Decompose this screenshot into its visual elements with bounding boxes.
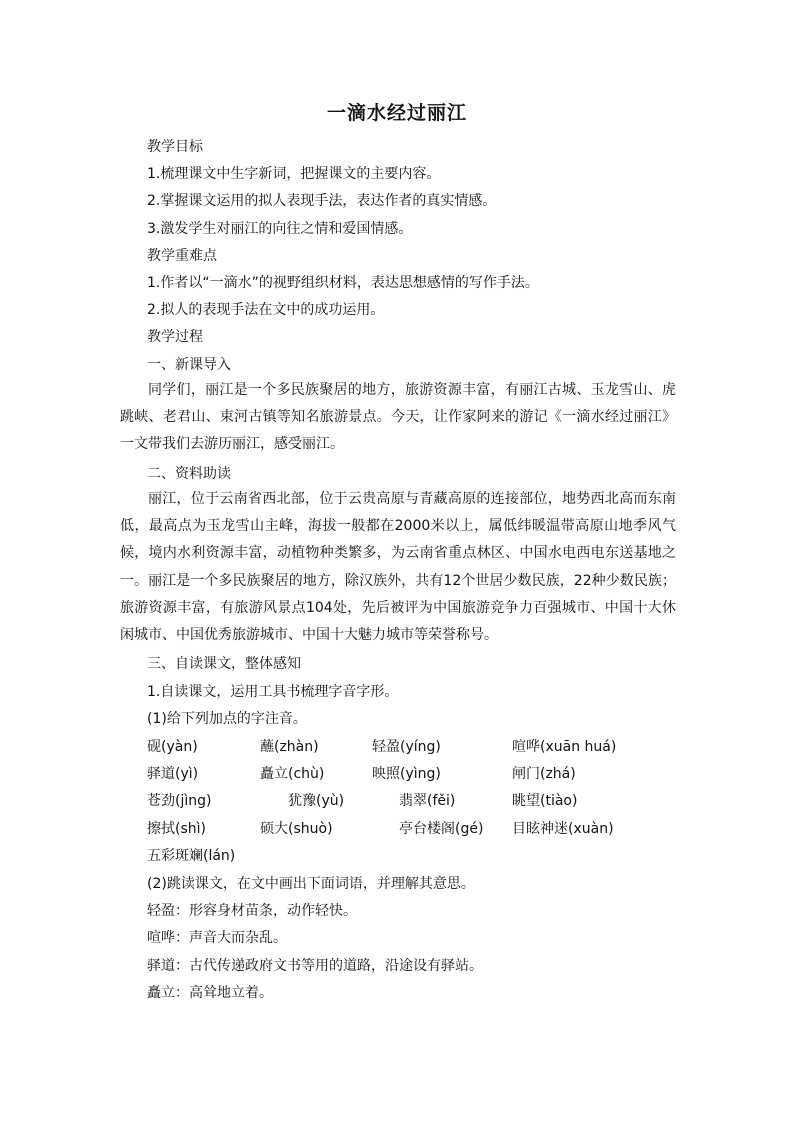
definition-item: 喧哗：声音大而杂乱。 (147, 930, 287, 946)
definition-item: 矗立：高耸地立着。 (147, 985, 273, 1001)
section-heading-process: 教学过程 (147, 329, 203, 345)
section2-heading: 二、资料助读 (147, 466, 231, 482)
pinyin-item: 映照(yìng) (372, 766, 441, 782)
pinyin-item: 闸门(zhá) (512, 766, 576, 782)
definition-item: 驿道：古代传递政府文书等用的道路，沿途设有驿站。 (147, 958, 483, 974)
pinyin-item: 眺望(tiào) (512, 793, 578, 809)
pinyin-item: 擦拭(shì) (147, 821, 206, 837)
section1-paragraph: 同学们，丽江是一个多民族聚居的地方，旅游资源丰富，有丽江古城、玉龙雪山、虎跳峡、老君山、束河古镇等知名旅游景点。今天，让作家阿来的游记《一滴水经过丽江》一文带我们去游历丽江，感受丽江。 (120, 382, 676, 453)
pinyin-item: 目眩神迷(xuàn) (512, 821, 614, 837)
section3-step1: 1.自读课文，运用工具书梳理字音字形。 (147, 684, 399, 700)
section2-paragraph: 丽江，位于云南省西北部，位于云贵高原与青藏高原的连接部位，地势西北高而东南低，最高点为玉龙雪山主峰，海拔一般都在2000米以上，属低纬暖温带高原山地季风气候，境内水利资源丰富，动植物种类繁多，为云南省重点林区、中国水电西电东送基地之一。丽江是一个多民族聚居的地方，除汉族外，共有12个世居少数民族，22种少数民族；旅游资源丰富，有旅游风景点104处，先后被评为中国旅游竞争力百强城市、中国十大休闲城市、中国优秀旅游城市、中国十大魅力城市等荣誉称号。 (120, 491, 676, 644)
objective-item: 1.梳理课文中生字新词，把握课文的主要内容。 (147, 166, 441, 182)
section-heading-objectives: 教学目标 (147, 139, 203, 155)
definition-item: 轻盈：形容身材苗条，动作轻快。 (147, 903, 357, 919)
pinyin-item: 蘸(zhàn) (260, 739, 319, 755)
section-heading-keypoints: 教学重难点 (147, 248, 217, 264)
section3-sub1: (1)给下列加点的字注音。 (147, 711, 307, 727)
pinyin-item: 犹豫(yù) (288, 793, 345, 809)
objective-item: 3.激发学生对丽江的向往之情和爱国情感。 (147, 221, 413, 237)
pinyin-item: 喧哗(xuān huá) (512, 739, 617, 755)
pinyin-item: 翡翠(fěi) (399, 793, 456, 809)
pinyin-item: 硕大(shuò) (260, 821, 333, 837)
pinyin-item: 苍劲(jìng) (147, 793, 212, 809)
page-title: 一滴水经过丽江 (326, 102, 467, 124)
pinyin-item: 驿道(yì) (147, 766, 199, 782)
pinyin-item: 矗立(chù) (260, 766, 325, 782)
objective-item: 2.掌握课文运用的拟人表现手法，表达作者的真实情感。 (147, 193, 497, 209)
pinyin-item: 亭台楼阁(gé) (399, 821, 484, 837)
section3-sub2: (2)跳读课文，在文中画出下面词语，并理解其意思。 (147, 876, 475, 892)
section3-heading: 三、自读课文，整体感知 (147, 656, 301, 672)
keypoint-item: 2.拟人的表现手法在文中的成功运用。 (147, 302, 385, 318)
keypoint-item: 1.作者以“一滴水”的视野组织材料，表达思想感情的写作手法。 (147, 275, 539, 291)
pinyin-item: 五彩斑斓(lán) (147, 848, 236, 864)
pinyin-item: 轻盈(yíng) (372, 739, 441, 755)
pinyin-item: 砚(yàn) (147, 739, 198, 755)
section1-heading: 一、新课导入 (147, 357, 231, 373)
